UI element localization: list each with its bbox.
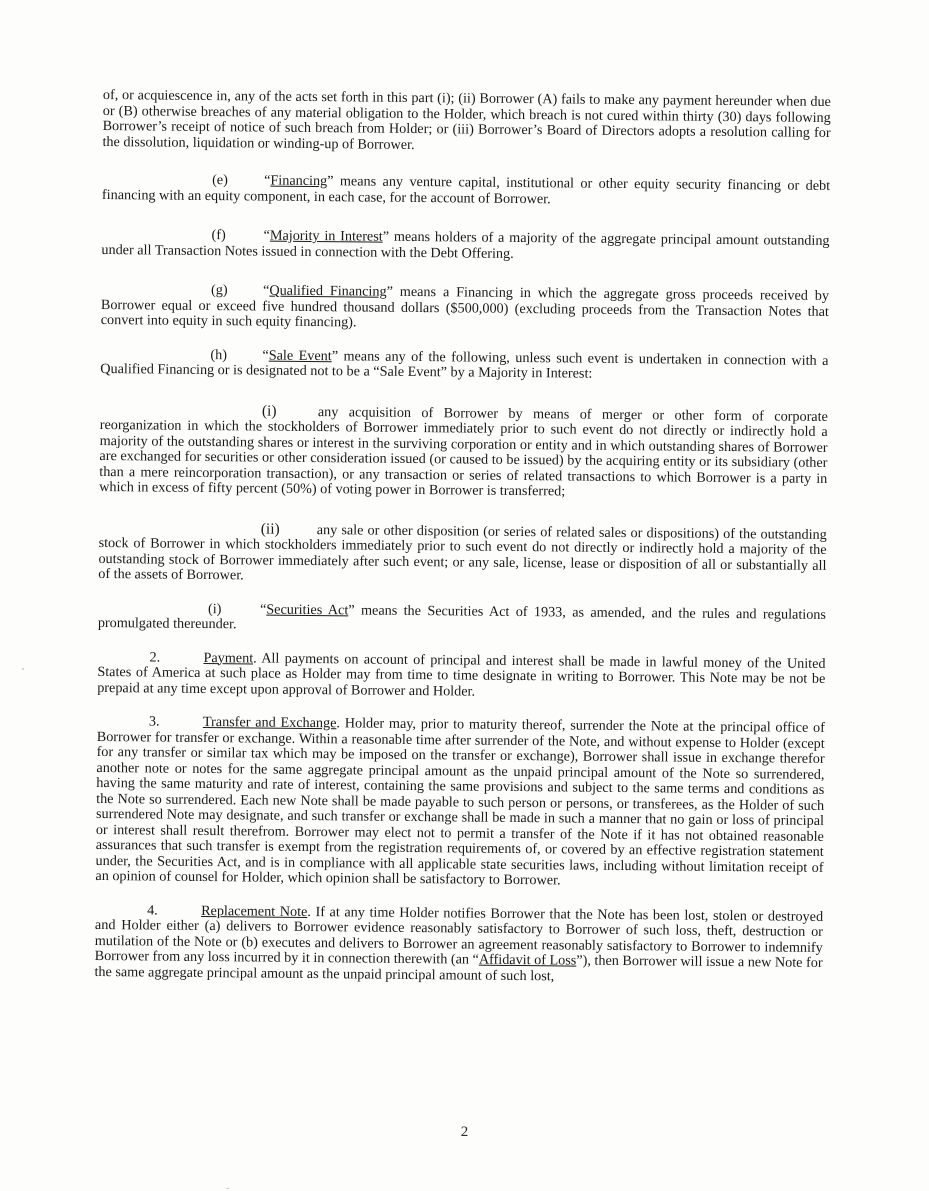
intro-paragraph — [102, 88, 831, 157]
section-2-text: . All payments on account of principal and interest shall be made in lawful money of the United States of America at such place as Holder may from time to time designate in writing to Borrower. This Note may be not be prepaid at any time except upon approval of Borrower and Holder. — [97, 649, 826, 700]
definition-e-text: means any venture capital, institutional or other equity security financing or debt financing with an equity component, in each case, for the account of Borrower. — [101, 173, 831, 207]
close-quote: ” — [327, 173, 334, 190]
sale-event-clause-i-text: any acquisition of Borrower by means of merger or other form of corporate reorganization in which the stockholders of Borrower immediately prior to such event do not directly or indirectly hold a majority of the outstanding shares or interest in the surviving corporation or entity and in which outstanding shares of Borrower are exchanged for securities or other consideration issued (or caused to be issued) by the acquiring entity or its subsidiary (other than a mere reincorporation transaction), or any transaction or series of related transactions to which Borrower is a party in which in excess of fifty percent (50%) of voting power in Borrower is transferred; — [99, 403, 828, 500]
section-4-text-after: ”), then Borrower will issue a new Note for the same aggregate principal amount as the unpaid principal amount of such lost, — [94, 952, 823, 984]
scan-speck — [226, 1188, 229, 1189]
definition-g-number: (g) — [210, 282, 228, 299]
sale-event-clause-i — [99, 401, 828, 502]
close-quote: ” — [348, 601, 355, 618]
page-number: 2 — [460, 1124, 469, 1140]
definition-h-number: (h) — [210, 346, 228, 363]
open-quote: “ — [262, 282, 270, 299]
definition-e — [102, 172, 830, 210]
section-4-replacement — [94, 902, 823, 986]
open-quote: “ — [262, 347, 269, 364]
open-quote: “ — [263, 227, 270, 244]
definition-f — [101, 227, 829, 265]
sale-event-clause-ii-text: any sale or other disposition (or series of related sales or dispositions) of the outstanding stock of Borrower in which stockholders immediately prior to such event do not directly or indirectly hold a majority of the outstanding stock of Borrower immediately after such event; or any sale, license, lease or disposition of all or substantially all of the assets of Borrower. — [98, 521, 827, 584]
definition-i-text: means the Securities Act of 1933, as amended, and the rules and regulations promulgated thereunder. — [97, 601, 827, 633]
section-3-text: . Holder may, prior to maturity thereof, surrender the Note at the principal office of Borrower for transfer or exchange. Within a reasonable time after surrender of the Note, and without expense to Holder (except for any transfer or similar tax which may be imposed on the transfer or exchange), Borrower shall issue in exchange therefor another note or notes for the same aggregate principal amount as the unpaid principal amount of the Note so surrendered, having the same maturity and rate of interest, containing the same provisions and subject to the same terms and conditions as the Note so surrendered. Each new Note shall be made payable to such person or persons, or transferees, as the Holder of such surrendered Note may designate, and such transfer or exchange shall be made in such a manner that no gain or loss of principal or interest shall result therefrom. Borrower may elect not to permit a transfer of the Note if it has not obtained reasonable assurances that such transfer is exempt from the registration requirements of, or covered by an effective registration statement under, the Securities Act, and is in compliance with all applicable state securities laws, including without limitation receipt of an opinion of counsel for Holder, which opinion shall be satisfactory to Borrower. — [95, 715, 825, 889]
section-2-heading: Payment — [203, 649, 254, 666]
document-body — [94, 88, 831, 987]
definition-h — [100, 346, 828, 384]
scan-speck — [22, 668, 24, 670]
sale-event-clause-ii-number: (ii) — [260, 520, 280, 538]
intro-text: of, or acquiescence in, any of the acts set forth in this part (i); (ii) Borrower (A) fails to make any payment hereunder when due or (B) otherwise breaches of any material obligation to the Holder, which breach is not cured within thirty (30) days following Borrower’s receipt of notice of such breach from Holder; or (iii) Borrower’s Board of Directors adopts a resolution calling for the dissolution, liquidation or winding-up of Borrower. — [102, 87, 831, 153]
sale-event-clause-i-number: (i) — [261, 402, 277, 420]
definition-h-term: Sale Event — [268, 347, 332, 364]
open-quote: “ — [259, 601, 267, 618]
definition-g-text: means a Financing in which the aggregate gross proceeds received by Borrower equal or exceed five hundred thousand dollars ($500,000) (excluding proceeds from the Transaction Notes that convert into equity in such equity financing). — [100, 283, 830, 331]
definition-h-text: means any of the following, unless such event is undertaken in connection with a Qualified Financing or is designated not to be a “Sale Event” by a Majority in Interest: — [100, 347, 829, 382]
definition-f-text: means holders of a majority of the aggregate principal amount outstanding under all Transaction Notes issued in connection with the Debt Offering. — [101, 228, 830, 262]
close-quote: ” — [386, 283, 393, 300]
definition-i — [98, 600, 826, 638]
definition-g — [101, 282, 829, 335]
definition-f-number: (f) — [211, 227, 226, 244]
definition-e-term: Financing — [270, 172, 328, 190]
definition-i-number: (i) — [207, 600, 222, 617]
close-quote: ” — [331, 347, 339, 364]
section-2-payment — [97, 649, 825, 702]
definition-e-number: (e) — [212, 172, 228, 189]
sale-event-clause-ii — [98, 519, 827, 589]
section-4-term: Affidavit of Loss — [478, 951, 577, 969]
section-2-number: 2. — [149, 648, 161, 666]
section-4-text: . If at any time Holder notifies Borrower that the Note has been lost, stolen or destroyed and Holder either (a) delivers to Borrower evidence reasonably satisfactory to Borrower of such loss, theft, destruction or mutilation of the Note or (b) executes and delivers to Borrower an agreement reasonably satisfactory to Borrower to indemnify Borrower from any loss incurred by it in connection therewith (an “ — [94, 903, 824, 968]
section-3-number: 3. — [148, 713, 160, 730]
open-quote: “ — [264, 172, 271, 189]
section-3-transfer — [95, 714, 825, 891]
section-4-heading: Replacement Note — [201, 902, 308, 920]
definition-i-term: Securities Act — [266, 601, 349, 618]
section-3-heading: Transfer and Exchange — [202, 713, 337, 732]
section-4-number: 4. — [147, 901, 158, 919]
close-quote: ” — [382, 228, 390, 245]
definition-g-term: Qualified Financing — [269, 282, 387, 300]
definition-f-term: Majority in Interest — [269, 227, 383, 245]
